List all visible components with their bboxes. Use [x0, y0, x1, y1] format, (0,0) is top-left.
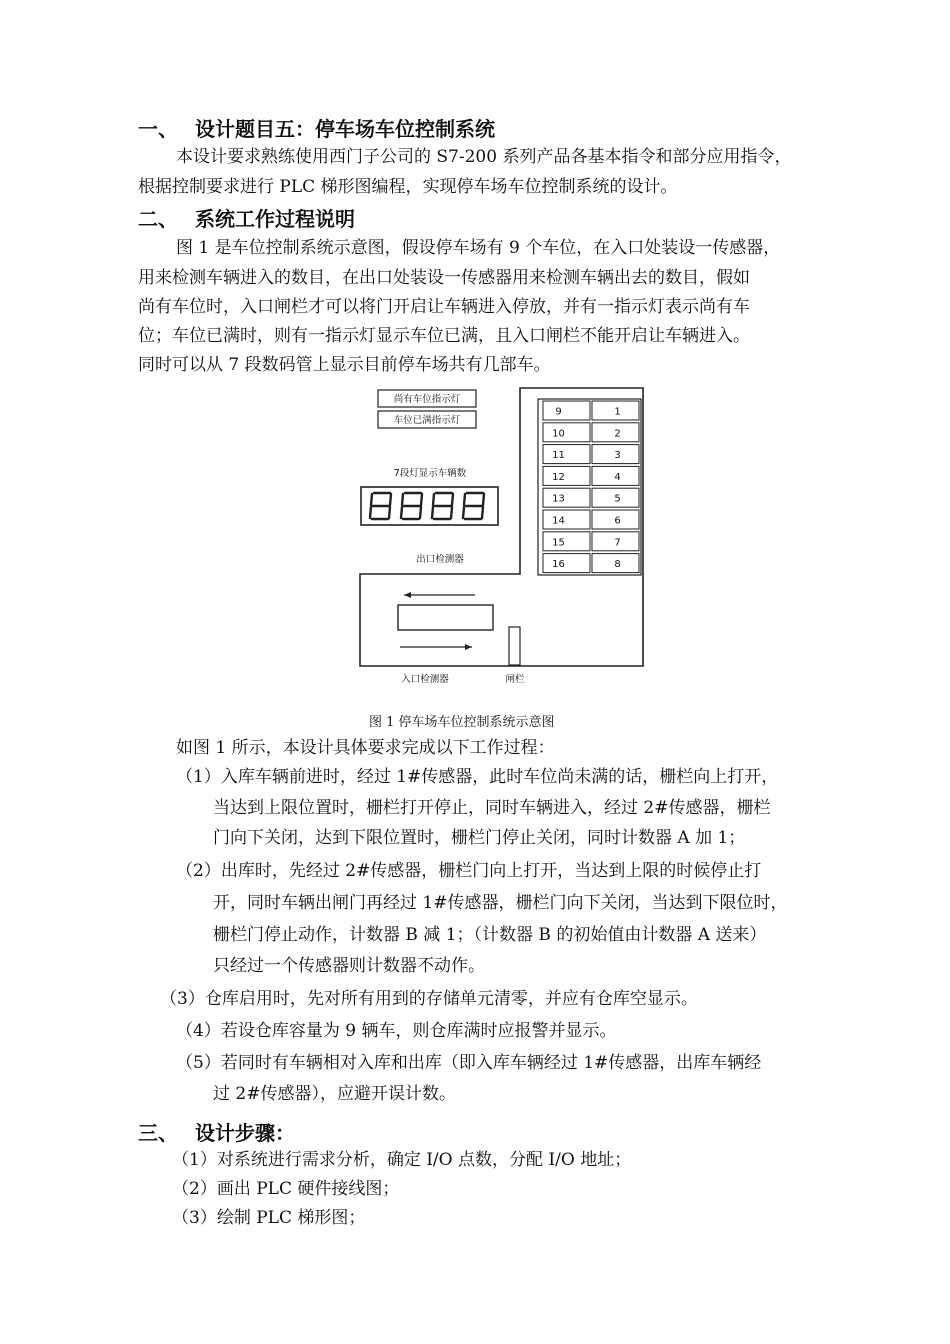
- process-line-7: 只经过一个传感器则计数器不动作。: [213, 956, 485, 976]
- process-line-6: 栅栏门停止动作，计数器 B 减 1；（计数器 B 的初始值由计数器 A 送来）: [213, 925, 767, 945]
- parking-slot: [543, 445, 590, 464]
- step-1: （1）对系统进行需求分析，确定 I/O 点数，分配 I/O 地址；: [172, 1150, 632, 1170]
- section1-number: 一、: [138, 117, 178, 141]
- section2-para-line-5: 同时可以从 7 段数码管上显示目前停车场共有几部车。: [138, 355, 551, 375]
- digit-segment: [463, 507, 464, 518]
- section1-para-line-2: 根据控制要求进行 PLC 梯形图编程，实现停车场车位控制系统的设计。: [138, 177, 678, 197]
- parking-slot-number: 10: [552, 428, 565, 440]
- full-lamp-label: 车位已满指示灯: [393, 415, 461, 426]
- parking-slot: [543, 554, 590, 573]
- parking-slot: [543, 466, 590, 485]
- digit-segment: [451, 507, 452, 518]
- parking-slot-number: 12: [552, 471, 565, 483]
- vacancy-lamp-label: 尚有车位指示灯: [393, 394, 461, 405]
- digit-segment: [389, 507, 390, 518]
- parking-slot-number: 4: [614, 471, 621, 483]
- exit-arrow-head: [404, 592, 411, 598]
- step-3: （3）绘制 PLC 梯形图；: [172, 1208, 366, 1228]
- section2-para-line-1: 图 1 是车位控制系统示意图，假设停车场有 9 个车位，在入口处装设一传感器，: [176, 238, 781, 258]
- entry-arrow-head: [465, 644, 472, 650]
- parking-slot-number: 6: [614, 515, 621, 527]
- digit-segment: [370, 507, 371, 518]
- digit-segment: [482, 507, 483, 518]
- digit-segment: [420, 507, 421, 518]
- parking-slot: [543, 510, 590, 529]
- exit-sensor-label: 出口检测器: [416, 554, 464, 565]
- section2-para-line-2: 用来检测车辆进入的数目，在出口处装设一传感器用来检测车辆出去的数目，假如: [138, 268, 750, 288]
- process-line-4: （2）出库时，先经过 2#传感器，栅栏门向上打开，当达到上限的时候停止打: [176, 861, 762, 881]
- digit-segment: [401, 507, 402, 518]
- process-line-3: 门向下关闭，达到下限位置时，栅栏门停止关闭，同时计数器 A 加 1；: [213, 828, 746, 848]
- parking-slot-number: 14: [552, 515, 565, 527]
- parking-slot-number: 5: [614, 493, 621, 505]
- parking-slot-number: 1: [614, 406, 621, 418]
- digit-segment: [483, 494, 484, 505]
- parking-slots: [543, 401, 639, 573]
- digit-segment: [464, 494, 465, 505]
- section2-para-line-3: 尚有车位时，入口闸栏才可以将门开启让车辆进入停放，并有一指示灯表示尚有车: [138, 297, 750, 317]
- parking-lot-diagram: [355, 385, 645, 690]
- entry-sensor-label: 入口检测器: [401, 674, 449, 685]
- parking-slot: [543, 488, 590, 507]
- section3-number: 三、: [138, 1121, 178, 1145]
- process-line-2: 当达到上限位置时，栅栏打开停止，同时车辆进入，经过 2#传感器，栅栏: [213, 798, 771, 818]
- parking-slot-number: 9: [555, 406, 562, 418]
- digit-segment: [432, 507, 433, 518]
- section2-para-line-4: 位；车位已满时，则有一指示灯显示车位已满，且入口闸栏不能开启让车辆进入。: [138, 326, 750, 346]
- section1-title: 设计题目五：停车场车位控制系统: [195, 117, 495, 141]
- step-2: （2）画出 PLC 硬件接线图；: [172, 1179, 400, 1199]
- parking-slot-number: 15: [552, 537, 565, 549]
- process-line-11: 过 2#传感器），应避开误计数。: [213, 1084, 456, 1104]
- parking-slot: [543, 423, 590, 442]
- parking-slot-number: 2: [614, 428, 621, 440]
- digit-segment: [433, 494, 434, 505]
- display-label: 7段灯显示车辆数: [393, 468, 467, 479]
- digit-segment: [452, 494, 453, 505]
- parking-slot: [543, 401, 590, 420]
- parking-slot-number: 7: [614, 537, 621, 549]
- digit-segment: [390, 494, 391, 505]
- parking-slot-number: 13: [552, 493, 565, 505]
- section1-para-line-1: 本设计要求熟练使用西门子公司的 S7-200 系列产品各基本指令和部分应用指令，: [176, 147, 792, 167]
- section3-title: 设计步骤：: [195, 1121, 295, 1145]
- parking-slot-number: 16: [552, 559, 565, 571]
- parking-slot-number: 8: [614, 559, 621, 571]
- process-line-8: （3）仓库启用时，先对所有用到的存储单元清零，并应有仓库空显示。: [160, 989, 698, 1009]
- digit-segment: [402, 494, 403, 505]
- process-line-9: （4）若设仓库容量为 9 辆车，则仓库满时应报警并显示。: [176, 1021, 617, 1041]
- section2-number: 二、: [138, 207, 178, 231]
- process-line-1: （1）入库车辆前进时，经过 1#传感器，此时车位尚未满的话，栅栏向上打开，: [176, 767, 779, 787]
- parking-slot: [543, 532, 590, 551]
- digit-segment: [371, 494, 372, 505]
- process-line-5: 开，同时车辆出闸门再经过 1#传感器，栅栏门向下关闭，当达到下限位时，: [213, 893, 788, 913]
- process-intro: 如图 1 所示，本设计具体要求完成以下工作过程：: [176, 738, 555, 758]
- digit-segment: [421, 494, 422, 505]
- car: [398, 605, 493, 630]
- section2-title: 系统工作过程说明: [195, 207, 355, 231]
- parking-slot-number: 11: [552, 450, 565, 462]
- gate-barrier: [509, 627, 520, 665]
- display-digits: [370, 493, 484, 519]
- parking-slot-number: 3: [614, 450, 621, 462]
- lot-outline: [360, 388, 643, 666]
- figure-caption: 图 1 停车场车位控制系统示意图: [369, 715, 555, 730]
- gate-label: 闸栏: [505, 674, 525, 685]
- process-line-10: （5）若同时有车辆相对入库和出库（即入库车辆经过 1#传感器，出库车辆经: [176, 1053, 762, 1073]
